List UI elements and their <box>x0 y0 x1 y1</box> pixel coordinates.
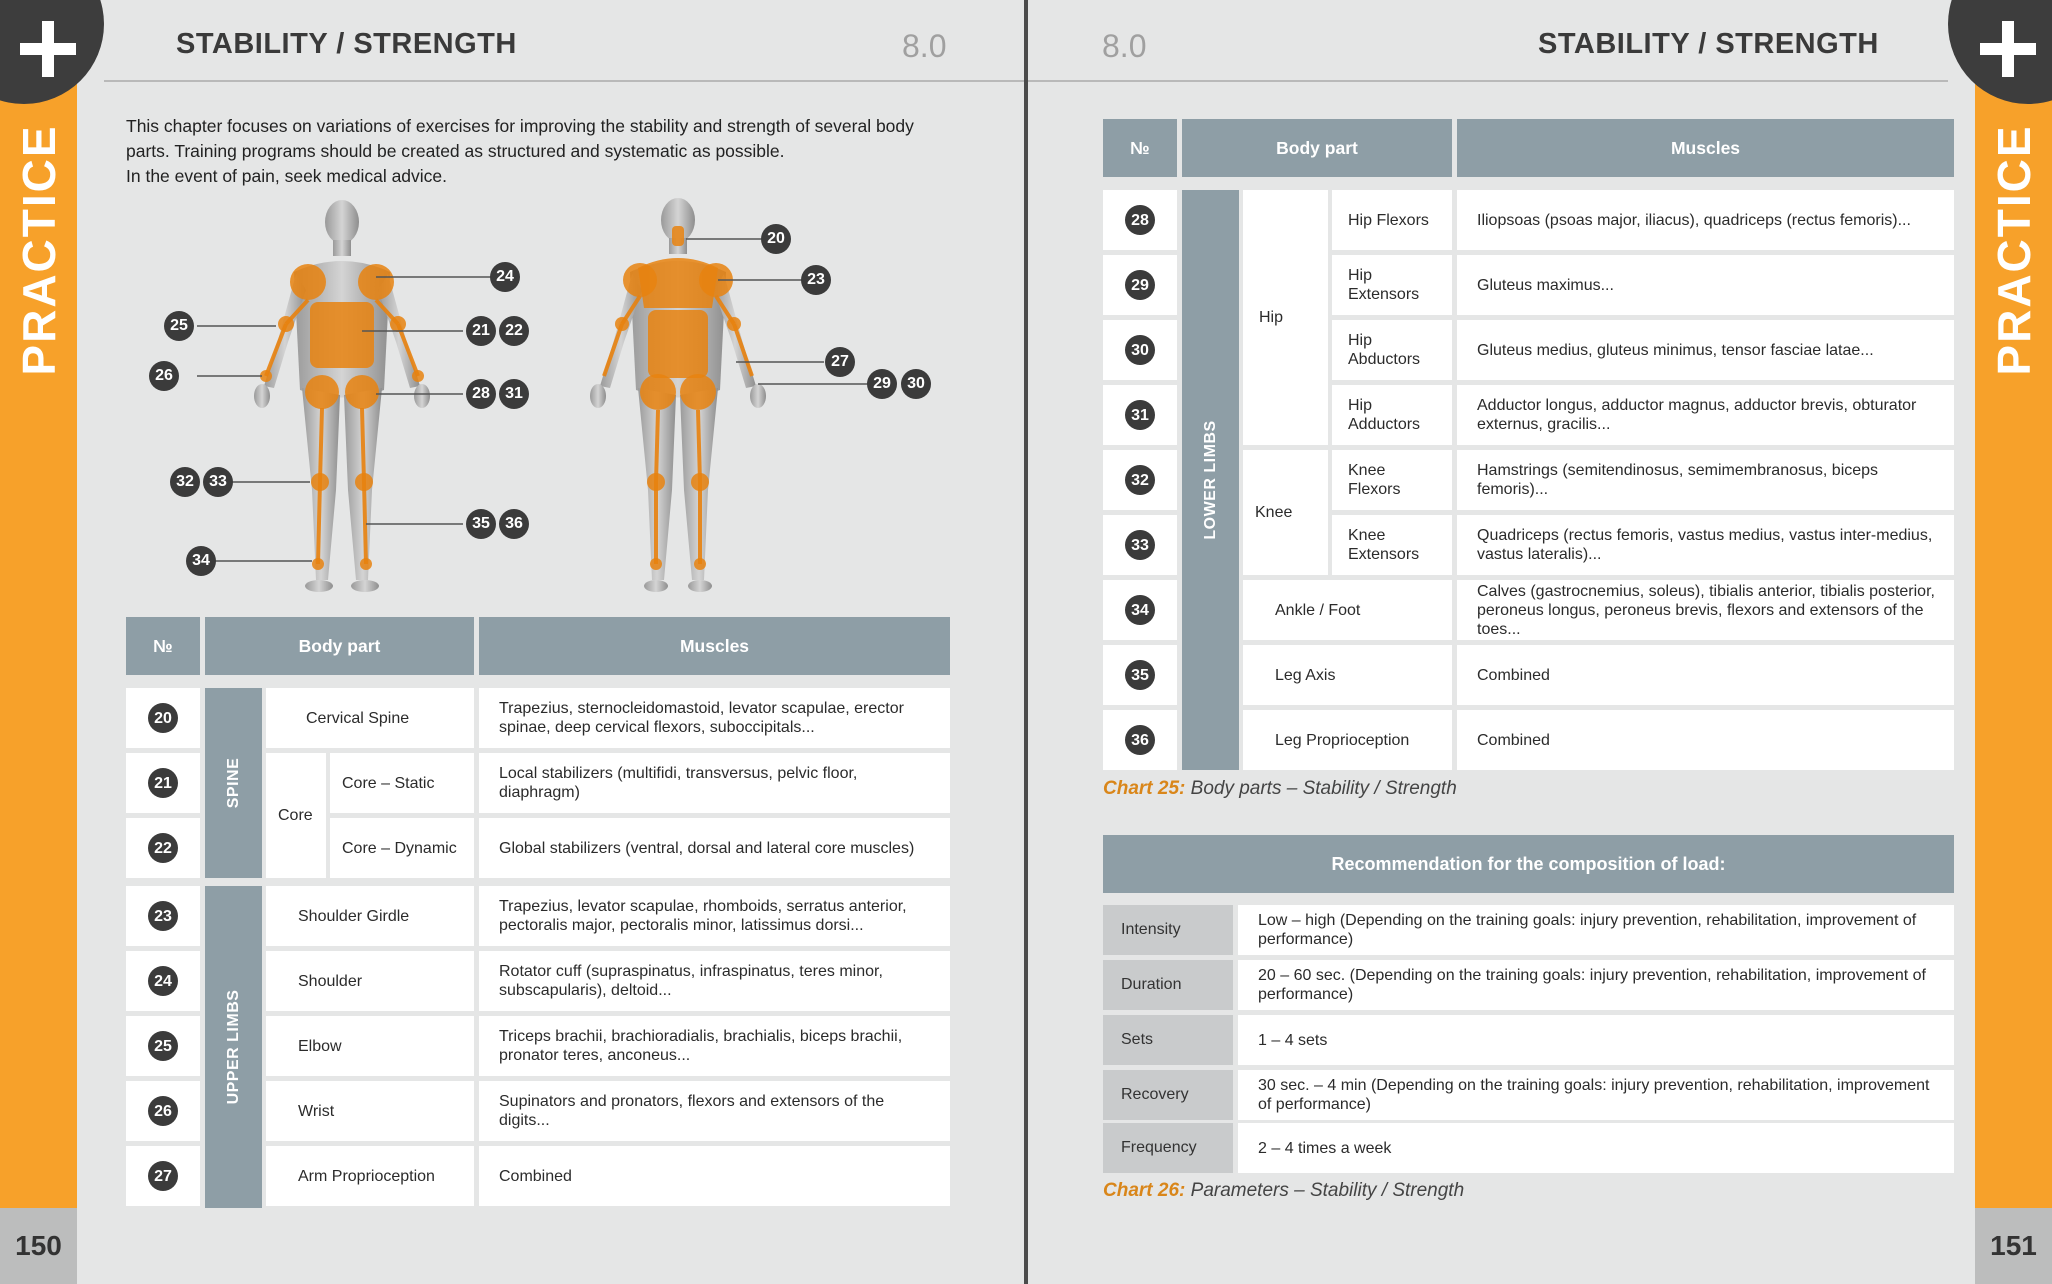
page-title: STABILITY / STRENGTH <box>176 28 517 60</box>
muscles-cell: Triceps brachii, brachioradialis, brachialis, biceps brachii, pronator teres, anconeus... <box>479 1016 950 1076</box>
table-row-number: 32 <box>1103 450 1177 510</box>
param-label: Duration <box>1103 960 1233 1010</box>
muscles-cell: Iliopsoas (psoas major, iliacus), quadriceps (rectus femoris)... <box>1457 190 1954 250</box>
body-part-cell: Elbow <box>266 1016 474 1076</box>
group-lower-limbs: LOWER LIMBS <box>1182 190 1239 770</box>
param-value: 1 – 4 sets <box>1238 1015 1954 1065</box>
sub-label-knee: Knee <box>1243 450 1328 575</box>
muscles-cell: Hamstrings (semitendinosus, semimembranosus, biceps femoris)... <box>1457 450 1954 510</box>
muscles-cell: Combined <box>1457 710 1954 770</box>
param-value: 2 – 4 times a week <box>1238 1123 1954 1173</box>
muscles-cell: Supinators and pronators, flexors and extensors of the digits... <box>479 1081 950 1141</box>
figure-marker: 32 <box>170 467 200 497</box>
sub-label-hip: Hip <box>1243 190 1328 445</box>
figure-marker: 30 <box>901 369 931 399</box>
left-page <box>0 0 1024 1284</box>
figure-marker: 33 <box>203 467 233 497</box>
back-body-icon <box>590 198 766 592</box>
param-value: Low – high (Depending on the training goals: injury prevention, rehabilitation, improvement of performance) <box>1238 905 1954 955</box>
right-page <box>1028 0 2052 1284</box>
body-part-cell: Core – Dynamic <box>330 818 474 878</box>
intro-text <box>126 114 956 189</box>
muscles-cell: Local stabilizers (multifidi, transversus, pelvic floor, diaphragm) <box>479 753 950 813</box>
column-header-body-part: Body part <box>1182 119 1452 177</box>
muscles-cell: Gluteus medius, gluteus minimus, tensor fasciae latae... <box>1457 320 1954 380</box>
body-part-cell: Arm Proprioception <box>266 1146 474 1206</box>
page-number: 151 <box>1975 1208 2052 1284</box>
body-part-cell: Knee Extensors <box>1332 515 1452 575</box>
front-body-icon <box>254 200 430 592</box>
plus-icon <box>1948 0 2052 104</box>
figure-marker: 21 <box>466 316 496 346</box>
param-value: 30 sec. – 4 min (Depending on the training goals: injury prevention, rehabilitation, improvement of performance) <box>1238 1070 1954 1120</box>
section-number: 8.0 <box>902 28 947 64</box>
column-header-body-part: Body part <box>205 617 474 675</box>
param-label: Intensity <box>1103 905 1233 955</box>
param-label: Recovery <box>1103 1070 1233 1120</box>
table-row-number: 25 <box>126 1016 200 1076</box>
intro-warning: In the event of pain, seek medical advice. <box>126 166 448 186</box>
core-label: Core <box>266 753 326 878</box>
figure-marker: 27 <box>825 347 855 377</box>
figure-marker: 20 <box>761 224 791 254</box>
header-divider <box>1028 80 1948 82</box>
param-value: 20 – 60 sec. (Depending on the training goals: injury prevention, rehabilitation, improvement of performance) <box>1238 960 1954 1010</box>
figure-marker: 28 <box>466 379 496 409</box>
body-part-cell: Ankle / Foot <box>1243 580 1452 640</box>
figure-marker: 26 <box>149 361 179 391</box>
body-part-cell: Leg Axis <box>1243 645 1452 705</box>
muscles-cell: Combined <box>1457 645 1954 705</box>
body-part-cell: Knee Flexors <box>1332 450 1452 510</box>
chart-26-caption: Chart 26: Parameters – Stability / Strength <box>1103 1180 1465 1201</box>
table-row-number: 36 <box>1103 710 1177 770</box>
figure-marker: 24 <box>490 262 520 292</box>
param-label: Frequency <box>1103 1123 1233 1173</box>
table-row-number: 24 <box>126 951 200 1011</box>
muscles-cell: Gluteus maximus... <box>1457 255 1954 315</box>
page-title: STABILITY / STRENGTH <box>1538 28 1879 60</box>
body-part-cell: Hip Flexors <box>1332 190 1452 250</box>
figure-marker: 34 <box>186 546 216 576</box>
column-header-number: № <box>126 617 200 675</box>
table-row-number: 21 <box>126 753 200 813</box>
body-part-cell: Hip Extensors <box>1332 255 1452 315</box>
body-part-cell: Wrist <box>266 1081 474 1141</box>
body-part-cell: Cervical Spine <box>266 688 474 748</box>
muscles-cell: Combined <box>479 1146 950 1206</box>
page-number: 150 <box>0 1208 77 1284</box>
header-divider <box>104 80 1024 82</box>
figure-marker: 22 <box>499 316 529 346</box>
group-spine: SPINE <box>205 688 262 878</box>
recommendation-title: Recommendation for the composition of load: <box>1103 835 1954 893</box>
table-row-number: 23 <box>126 886 200 946</box>
muscles-cell: Rotator cuff (supraspinatus, infraspinatus, teres minor, subscapularis), deltoid... <box>479 951 950 1011</box>
table-row-number: 35 <box>1103 645 1177 705</box>
plus-icon <box>0 0 104 104</box>
figure-marker: 29 <box>867 369 897 399</box>
practice-side-tab <box>1975 0 2052 1208</box>
muscles-cell: Trapezius, levator scapulae, rhomboids, serratus anterior, pectoralis major, pectoralis minor, latissimus dorsi... <box>479 886 950 946</box>
table-row-number: 33 <box>1103 515 1177 575</box>
practice-label: PRACTICE <box>1987 124 2040 376</box>
table-row-number: 30 <box>1103 320 1177 380</box>
body-part-cell: Shoulder Girdle <box>266 886 474 946</box>
muscles-cell: Quadriceps (rectus femoris, vastus medius, vastus inter-medius, vastus lateralis)... <box>1457 515 1954 575</box>
param-label: Sets <box>1103 1015 1233 1065</box>
practice-label: PRACTICE <box>12 124 65 376</box>
muscles-cell: Global stabilizers (ventral, dorsal and lateral core muscles) <box>479 818 950 878</box>
muscles-cell: Calves (gastrocnemius, soleus), tibialis anterior, tibialis posterior, peroneus longus, peroneus brevis, flexors and extensors of the toes... <box>1457 580 1954 640</box>
table-row-number: 26 <box>126 1081 200 1141</box>
figure-marker: 31 <box>499 379 529 409</box>
table-row-number: 31 <box>1103 385 1177 445</box>
muscles-cell: Adductor longus, adductor magnus, adductor brevis, obturator externus, gracilis... <box>1457 385 1954 445</box>
table-row-number: 20 <box>126 688 200 748</box>
body-part-cell: Shoulder <box>266 951 474 1011</box>
table-row-number: 22 <box>126 818 200 878</box>
anatomy-illustration <box>126 190 956 610</box>
intro-paragraph: This chapter focuses on variations of exercises for improving the stability and strength of several body parts. Training programs should be created as structured and systematic as possible. <box>126 116 914 161</box>
table-row-number: 34 <box>1103 580 1177 640</box>
figure-marker: 25 <box>164 311 194 341</box>
column-header-number: № <box>1103 119 1177 177</box>
figure-marker: 35 <box>466 509 496 539</box>
anatomy-figure <box>126 190 956 610</box>
table-row-number: 28 <box>1103 190 1177 250</box>
figure-marker: 23 <box>801 265 831 295</box>
table-row-number: 27 <box>126 1146 200 1206</box>
chart-25-caption: Chart 25: Body parts – Stability / Strength <box>1103 778 1457 799</box>
muscles-cell: Trapezius, sternocleidomastoid, levator scapulae, erector spinae, deep cervical flexors, suboccipitals... <box>479 688 950 748</box>
body-part-cell: Core – Static <box>330 753 474 813</box>
section-number: 8.0 <box>1102 28 1147 64</box>
body-part-cell: Hip Adductors <box>1332 385 1452 445</box>
practice-side-tab <box>0 0 77 1208</box>
table-row-number: 29 <box>1103 255 1177 315</box>
group-upper-limbs: UPPER LIMBS <box>205 886 262 1208</box>
column-header-muscles: Muscles <box>1457 119 1954 177</box>
body-part-cell: Leg Proprioception <box>1243 710 1452 770</box>
figure-marker: 36 <box>499 509 529 539</box>
body-part-cell: Hip Abductors <box>1332 320 1452 380</box>
column-header-muscles: Muscles <box>479 617 950 675</box>
